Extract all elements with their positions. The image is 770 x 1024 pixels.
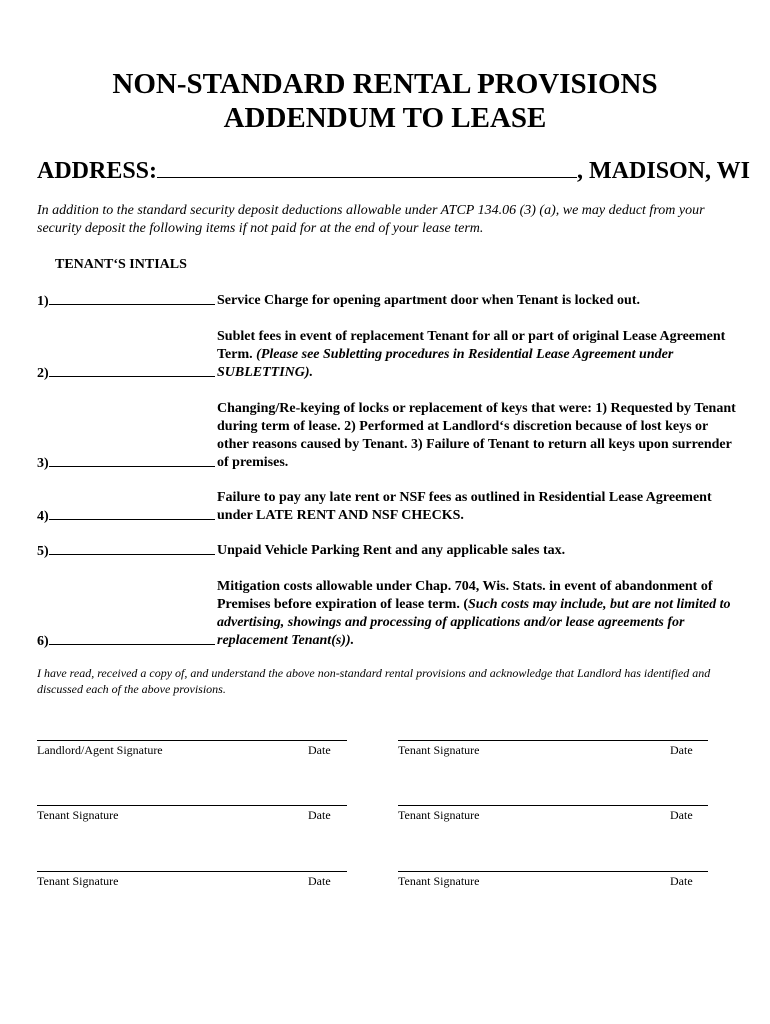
tenants-initials-heading: TENANT‘S INTIALS [55,257,187,272]
provision-text: Changing/Re-keying of locks or replacement of keys that were: 1) Requested by Tenant during term of lease. 2) Performed at Landlord‘s discretion because of lost keys or other reasons caused by Tenant. 3) Failure of Tenant to return all keys upon surrender of premises. [217,401,736,470]
acknowledgement-paragraph: I have read, received a copy of, and understand the above non-standard rental provisions and acknowledge that Landlord has identified and discussed each of the above provisions. [37,666,711,696]
date-label: Date [308,808,331,822]
signature-label: Tenant Signature [398,874,480,888]
signature-label: Tenant Signature [398,743,480,757]
signature-label: Tenant Signature [398,808,480,822]
signature-line[interactable] [398,805,708,806]
initials-line[interactable]: 6) [37,632,215,650]
signature-label: Landlord/Agent Signature [37,743,163,757]
date-label: Date [670,743,693,757]
initials-line[interactable]: 2) [37,364,215,382]
document-title-line1: NON-STANDARD RENTAL PROVISIONS [112,68,658,100]
initials-line[interactable]: 3) [37,454,215,472]
initials-line[interactable]: 5) [37,542,215,560]
address-field[interactable] [157,157,577,178]
document-title-line2: ADDENDUM TO LEASE [223,102,547,134]
signature-line[interactable] [398,871,708,872]
date-label: Date [308,874,331,888]
signature-line[interactable] [37,805,347,806]
provision-text: Sublet fees in event of replacement Tenant for all or part of original Lease Agreement Term. (Please see Subletting procedures in Residential Lease Agreement under SUBLETTING). [217,329,726,380]
signature-line[interactable] [398,740,708,741]
address-label: ADDRESS: [37,158,158,184]
date-label: Date [308,743,331,757]
address-row [37,157,750,185]
address-city: , MADISON, WI [577,158,750,184]
initials-line[interactable]: 1) [37,292,215,310]
provision-text: Service Charge for opening apartment door when Tenant is locked out. [217,293,640,308]
provision-text: Mitigation costs allowable under Chap. 704, Wis. Stats. in event of abandonment of Premises before expiration of lease term. (Such costs may include, but are not limited to advertising, showings and processing of applications and/or lease agreements for replacement Tenant(s)). [217,579,731,648]
initials-line[interactable]: 4) [37,507,215,525]
intro-paragraph: In addition to the standard security deposit deductions allowable under ATCP 134.06 (3) (a), we may deduct from your security deposit the following items if not paid for at the end of your lease term. [37,203,705,236]
signature-label: Tenant Signature [37,808,119,822]
provision-text: Unpaid Vehicle Parking Rent and any applicable sales tax. [217,543,566,558]
signature-line[interactable] [37,871,347,872]
signature-label: Tenant Signature [37,874,119,888]
signature-line[interactable] [37,740,347,741]
date-label: Date [670,808,693,822]
provision-text: Failure to pay any late rent or NSF fees as outlined in Residential Lease Agreement under LATE RENT AND NSF CHECKS. [217,490,712,523]
date-label: Date [670,874,693,888]
